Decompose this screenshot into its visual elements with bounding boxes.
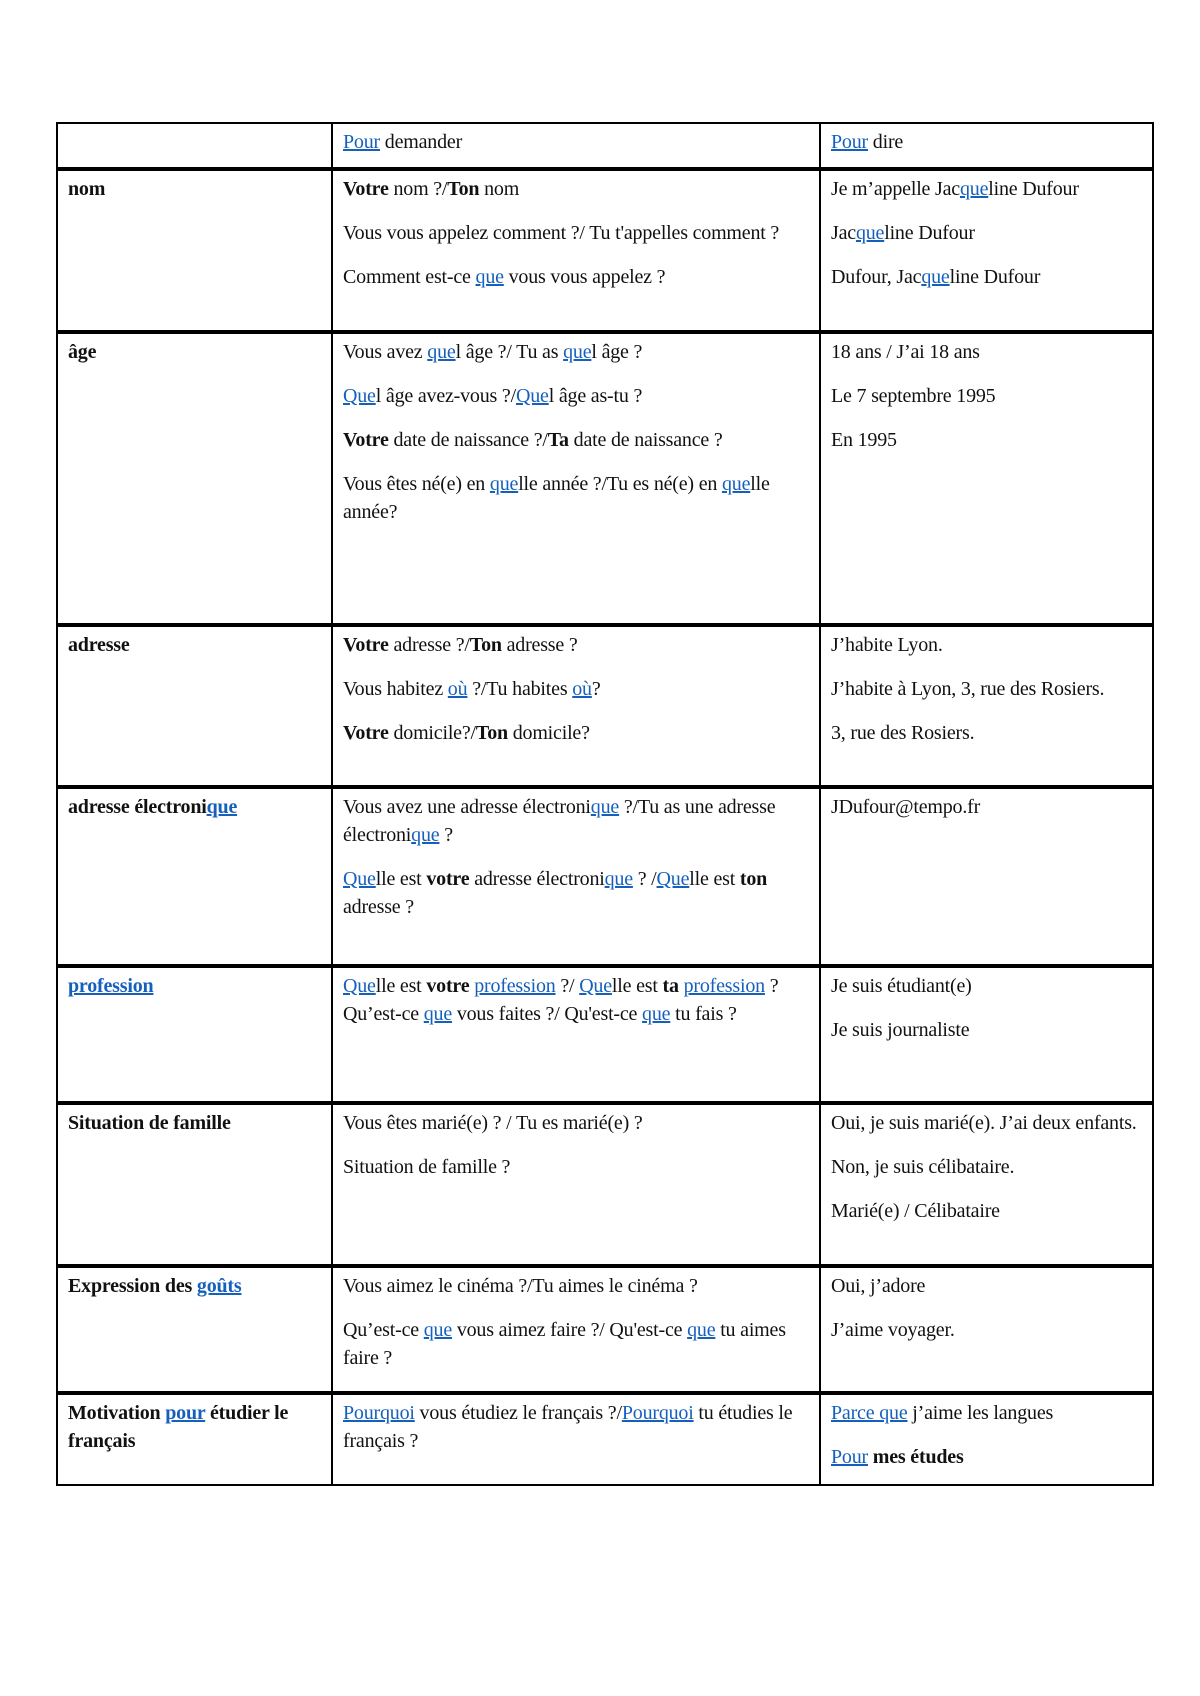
text-run: votre (426, 975, 470, 997)
text-run: tu aimes faire ? (343, 1319, 786, 1369)
text-run: ?/ (555, 975, 580, 997)
text-run: Vous aimez le cinéma ?/Tu aimes le cinéma ? (343, 1275, 698, 1297)
text-run: Ton (469, 634, 502, 656)
hyperlink[interactable]: Parce que (831, 1402, 908, 1424)
text-run: Oui, j’adore (831, 1275, 926, 1297)
hyperlink[interactable]: que (489, 473, 519, 495)
question-cell (332, 123, 820, 169)
question-cell (332, 1393, 820, 1485)
text-run: Vous êtes marié(e) ? / Tu es marié(e) ? (343, 1112, 643, 1134)
hyperlink[interactable]: Pour (343, 131, 380, 153)
cell-paragraph (343, 128, 809, 156)
hyperlink[interactable]: que (604, 868, 633, 890)
cell-paragraph (831, 1272, 1142, 1300)
text-run: ? (591, 678, 601, 700)
text-run: lle année? (343, 473, 770, 523)
text-run: Votre (343, 178, 389, 200)
cell-paragraph (343, 631, 809, 659)
hyperlink[interactable]: que (687, 1319, 716, 1341)
text-run: domicile?/ (388, 722, 476, 744)
text-run: mes études (867, 1446, 964, 1468)
vocabulary-table (56, 122, 1154, 1486)
hyperlink[interactable]: Que (515, 385, 549, 407)
topic-cell (57, 332, 332, 625)
text-run: Vous avez (343, 341, 428, 363)
text-run: Situation de famille (68, 1112, 231, 1134)
cell-paragraph (831, 631, 1142, 659)
text-run: lle année ?/Tu es né(e) en (518, 473, 722, 495)
text-run: adresse (68, 634, 130, 656)
text-run: étudier le français (68, 1402, 289, 1452)
text-run: line Dufour (988, 178, 1079, 200)
cell-paragraph (343, 219, 809, 247)
question-cell (332, 625, 820, 787)
text-run: votre (426, 868, 470, 890)
text-run: Marié(e) / Célibataire (831, 1200, 1000, 1222)
cell-paragraph (343, 865, 809, 921)
text-run: ?/Tu habites (467, 678, 573, 700)
text-run: Vous êtes né(e) en (343, 473, 490, 495)
cell-paragraph (343, 1109, 809, 1137)
text-run: ta (662, 975, 679, 997)
cell-paragraph (343, 263, 809, 291)
answer-cell (820, 123, 1153, 169)
text-run: date de naissance ? (568, 429, 723, 451)
text-run: Oui, je suis marié(e). J’ai deux enfants. (831, 1112, 1137, 1134)
hyperlink[interactable]: Pour (831, 131, 868, 153)
cell-paragraph (343, 972, 809, 1028)
table-row (57, 1266, 1153, 1393)
text-run: line Dufour (949, 266, 1041, 288)
cell-paragraph (831, 338, 1142, 366)
text-run: line Dufour (884, 222, 975, 244)
topic-cell (57, 966, 332, 1103)
answer-cell (820, 1103, 1153, 1266)
question-cell (332, 169, 820, 332)
answer-cell (820, 625, 1153, 787)
text-run: l âge ?/ Tu as (455, 341, 564, 363)
text-run: Ton (447, 178, 480, 200)
text-run: tu fais ? (670, 1003, 737, 1025)
hyperlink[interactable]: que (921, 266, 950, 288)
hyperlink[interactable]: Que (343, 975, 376, 997)
cell-paragraph (831, 263, 1142, 291)
text-run: Situation de famille ? (343, 1156, 511, 1178)
topic-cell (57, 1393, 332, 1485)
text-run: vous vous appelez ? (503, 266, 666, 288)
text-run: 18 ans / J’ai 18 ans (831, 341, 980, 363)
text-run: l âge as-tu ? (548, 385, 643, 407)
cell-paragraph (343, 382, 809, 410)
text-run: J’habite à Lyon, 3, rue des Rosiers. (831, 678, 1105, 700)
cell-paragraph (831, 793, 1142, 821)
topic-cell (57, 123, 332, 169)
text-run: Votre (343, 634, 389, 656)
text-run: Ton (475, 722, 508, 744)
text-run: vous étudiez le français ?/ (414, 1402, 622, 1424)
answer-cell (820, 332, 1153, 625)
answer-cell (820, 1393, 1153, 1485)
text-run: JDufour@tempo.fr (831, 796, 981, 818)
text-run: ton (739, 868, 768, 890)
header-row (57, 123, 1153, 169)
cell-paragraph (343, 1399, 809, 1455)
text-run: l âge avez-vous ?/ (375, 385, 516, 407)
hyperlink[interactable]: goûts (196, 1275, 242, 1297)
text-run: tu étudies le français ? (343, 1402, 793, 1452)
text-run: Non, je suis célibataire. (831, 1156, 1015, 1178)
cell-paragraph (343, 793, 809, 849)
cell-paragraph (68, 1399, 321, 1455)
cell-paragraph (831, 219, 1142, 247)
hyperlink[interactable]: Que (343, 385, 376, 407)
cell-paragraph (68, 972, 321, 1000)
hyperlink[interactable]: que (855, 222, 885, 244)
hyperlink[interactable]: pour (165, 1402, 206, 1424)
topic-cell (57, 1103, 332, 1266)
hyperlink[interactable]: que (411, 824, 440, 846)
hyperlink[interactable]: que (206, 796, 238, 818)
cell-paragraph (343, 470, 809, 526)
cell-paragraph (68, 1109, 321, 1137)
text-run: nom ?/ (388, 178, 448, 200)
text-run: J’habite Lyon. (831, 634, 943, 656)
hyperlink[interactable]: où (447, 678, 468, 700)
text-run: J’aime voyager. (831, 1319, 955, 1341)
hyperlink[interactable]: que (563, 341, 592, 363)
table-row (57, 625, 1153, 787)
text-run: nom (479, 178, 520, 200)
hyperlink[interactable]: que (721, 473, 751, 495)
hyperlink[interactable]: Pourquoi (621, 1402, 694, 1424)
hyperlink[interactable]: que (423, 1003, 453, 1025)
text-run: Motivation (68, 1402, 166, 1424)
text-run: adresse ?/ (388, 634, 470, 656)
table-row (57, 169, 1153, 332)
cell-paragraph (343, 1153, 809, 1181)
cell-paragraph (343, 675, 809, 703)
text-run: Comment est-ce (343, 266, 476, 288)
text-run: Expression des (68, 1275, 197, 1297)
cell-paragraph (68, 631, 321, 659)
cell-paragraph (831, 128, 1142, 156)
text-run: ? Qu’est-ce (343, 975, 779, 1025)
topic-cell (57, 169, 332, 332)
answer-cell (820, 1266, 1153, 1393)
cell-paragraph (343, 719, 809, 747)
text-run: vous faites ?/ Qu'est-ce (452, 1003, 643, 1025)
cell-paragraph (831, 175, 1142, 203)
cell-paragraph (343, 338, 809, 366)
cell-paragraph (343, 1316, 809, 1372)
text-run: Ta (547, 429, 569, 451)
cell-paragraph (68, 1272, 321, 1300)
cell-paragraph (343, 1272, 809, 1300)
hyperlink[interactable]: que (475, 266, 504, 288)
text-run: domicile? (507, 722, 590, 744)
question-cell (332, 966, 820, 1103)
hyperlink[interactable]: profession (683, 975, 765, 997)
hyperlink[interactable]: Pour (831, 1446, 868, 1468)
text-run: ?/Tu as une adresse électroni (343, 796, 776, 846)
text-run: lle est (689, 868, 740, 890)
topic-cell (57, 625, 332, 787)
hyperlink[interactable]: Que (579, 975, 612, 997)
text-run: adresse électroni (68, 796, 207, 818)
hyperlink[interactable]: profession (68, 975, 154, 997)
cell-paragraph (831, 382, 1142, 410)
text-run: Je suis journaliste (831, 1019, 970, 1041)
topic-cell (57, 787, 332, 966)
text-run: Vous habitez (343, 678, 448, 700)
text-run: lle est (375, 975, 427, 997)
cell-paragraph (831, 972, 1142, 1000)
text-run: j’aime les langues (907, 1402, 1054, 1424)
cell-paragraph (831, 1016, 1142, 1044)
hyperlink[interactable]: que (959, 178, 989, 200)
question-cell (332, 787, 820, 966)
hyperlink[interactable]: que (642, 1003, 671, 1025)
text-run: 3, rue des Rosiers. (831, 722, 975, 744)
text-run: Vous vous appelez comment ?/ Tu t'appelles comment ? (343, 222, 780, 244)
cell-paragraph (831, 1399, 1142, 1427)
text-run: âge (68, 341, 97, 363)
text-run: Vous avez une adresse électroni (343, 796, 591, 818)
cell-paragraph (831, 675, 1142, 703)
hyperlink[interactable]: que (423, 1319, 453, 1341)
hyperlink[interactable]: profession (474, 975, 556, 997)
cell-paragraph (831, 1109, 1142, 1137)
cell-paragraph (343, 175, 809, 203)
text-run: dire (867, 131, 904, 153)
answer-cell (820, 169, 1153, 332)
cell-paragraph (831, 1443, 1142, 1471)
cell-paragraph (831, 1197, 1142, 1225)
cell-paragraph (831, 1153, 1142, 1181)
text-run: En 1995 (831, 429, 897, 451)
text-run: demander (379, 131, 463, 153)
cell-paragraph (68, 175, 321, 203)
hyperlink[interactable]: où (572, 678, 592, 700)
text-run: adresse électroni (469, 868, 605, 890)
answer-cell (820, 966, 1153, 1103)
cell-paragraph (831, 719, 1142, 747)
text-run: adresse ? (501, 634, 578, 656)
question-cell (332, 1266, 820, 1393)
hyperlink[interactable]: que (590, 796, 620, 818)
cell-paragraph (831, 426, 1142, 454)
text-run: Votre (343, 429, 389, 451)
text-run: Qu’est-ce (343, 1319, 424, 1341)
text-run: nom (68, 178, 106, 200)
text-run: Votre (343, 722, 389, 744)
hyperlink[interactable]: Pourquoi (343, 1402, 415, 1424)
text-run: ? (439, 824, 453, 846)
cell-paragraph (343, 426, 809, 454)
cell-paragraph (68, 793, 321, 821)
hyperlink[interactable]: Que (343, 868, 376, 890)
topic-cell (57, 1266, 332, 1393)
text-run: adresse ? (343, 896, 414, 918)
text-run: Je m’appelle Jac (831, 178, 960, 200)
table-row (57, 787, 1153, 966)
text-run: Jac (831, 222, 856, 244)
table-row (57, 1393, 1153, 1485)
table-row (57, 966, 1153, 1103)
question-cell (332, 1103, 820, 1266)
hyperlink[interactable]: Que (656, 868, 690, 890)
table-row (57, 1103, 1153, 1266)
text-run: vous aimez faire ?/ Qu'est-ce (452, 1319, 688, 1341)
question-cell (332, 332, 820, 625)
text-run: lle est (611, 975, 663, 997)
text-run: ? / (632, 868, 657, 890)
table-row (57, 332, 1153, 625)
cell-paragraph (831, 1316, 1142, 1344)
cell-paragraph (68, 338, 321, 366)
text-run: Dufour, Jac (831, 266, 922, 288)
text-run: lle est (375, 868, 427, 890)
hyperlink[interactable]: que (427, 341, 456, 363)
text-run: Je suis étudiant(e) (831, 975, 972, 997)
text-run: l âge ? (591, 341, 643, 363)
text-run: date de naissance ?/ (388, 429, 548, 451)
text-run: Le 7 septembre 1995 (831, 385, 996, 407)
answer-cell (820, 787, 1153, 966)
